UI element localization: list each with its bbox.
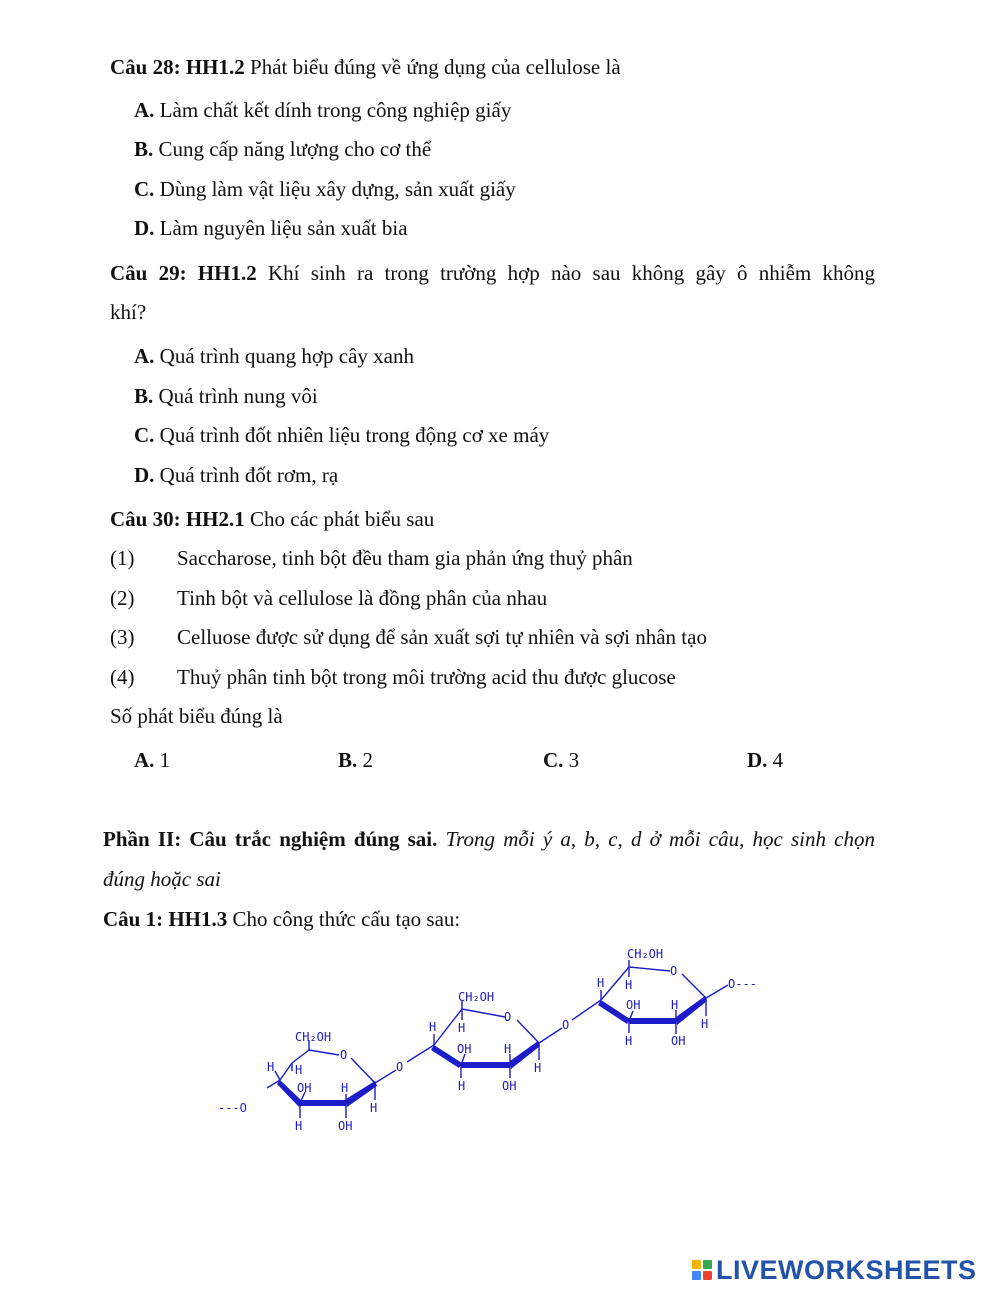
part2-instruction-line2: đúng hoặc sai [103,867,221,891]
q30-text: Cho các phát biểu sau [250,507,435,531]
oh-label: OH [297,1081,312,1095]
h-label: H [504,1042,512,1056]
h-label: H [370,1101,378,1115]
part2-heading [103,826,875,852]
oh-label: OH [626,998,641,1012]
q28-option-a[interactable]: A. Làm chất kết dính trong công nghiệp giấy [134,98,512,122]
oh-label: OH [338,1119,353,1133]
chain-right-end: O--- [728,977,757,991]
q30-statement-4: (4) Thuỷ phân tinh bột trong môi trường acid thu được glucose [110,665,676,689]
ring-o-label: O [504,1010,512,1024]
q28-label: Câu 28: HH1.2 [110,55,245,79]
oh-label: OH [671,1034,686,1048]
h-label: H [534,1061,542,1075]
ch2oh-label: CH₂OH [295,1030,332,1044]
q28-option-d[interactable]: D. Làm nguyên liệu sản xuất bia [134,216,408,240]
h-label: H [267,1060,275,1074]
logo-mark-icon [692,1260,712,1280]
oh-label: OH [502,1079,517,1093]
h-label: H [295,1063,303,1077]
q1-text: Cho công thức cấu tạo sau: [232,907,461,931]
ch2oh-label: CH₂OH [458,990,495,1004]
q29-option-a[interactable]: A. Quá trình quang hợp cây xanh [134,344,414,368]
h-label: H [458,1021,466,1035]
q30-option-d[interactable]: D. 4 [747,748,784,772]
ring-o-label: O [340,1048,348,1062]
h-label: H [341,1081,349,1095]
q30-statement-1: (1) Saccharose, tinh bột đều tham gia phản ứng thuỷ phân [110,546,633,570]
q29-option-c[interactable]: C. Quá trình đốt nhiên liệu trong động cơ xe máy [134,423,550,447]
h-label: H [429,1020,437,1034]
q29-option-d[interactable]: D. Quá trình đốt rơm, rạ [134,463,339,487]
h-label: H [701,1017,709,1031]
h-label: H [295,1119,303,1133]
h-label: H [625,978,633,992]
q1-stem [103,906,460,932]
q30-option-b[interactable]: B. 2 [338,748,374,772]
bridge-o-label: O [562,1018,570,1032]
q30-stem [110,506,434,532]
part2-instruction-line1: Trong mỗi ý a, b, c, d ở mỗi câu, học sinh chọn [445,827,876,851]
h-label: H [597,976,605,990]
q28-option-c[interactable]: C. Dùng làm vật liệu xây dựng, sản xuất giấy [134,177,516,201]
oh-label: OH [457,1042,472,1056]
q30-label: Câu 30: HH2.1 [110,507,245,531]
ch2oh-label: CH₂OH [627,947,664,961]
q29-option-b[interactable]: B. Quá trình nung vôi [134,384,318,408]
ring-o-label: O [670,964,678,978]
q30-option-c[interactable]: C. 3 [543,748,580,772]
q30-option-a[interactable]: A. 1 [134,748,171,772]
liveworksheets-logo [692,1254,977,1286]
cellulose-structure-diagram [210,940,780,1140]
q28-stem [110,54,621,80]
q29-stem [110,260,875,286]
chain-left-end: ---O [218,1101,247,1115]
q1-label: Câu 1: HH1.3 [103,907,228,931]
q29-label: Câu 29: HH1.2 [110,261,257,285]
bridge-o-label: O [396,1060,404,1074]
h-label: H [671,998,679,1012]
q30-statement-3: (3) Celluose được sử dụng để sản xuất sợi tự nhiên và sợi nhân tạo [110,625,707,649]
q29-text-line1: Khí sinh ra trong trường hợp nào sau không gây ô nhiễm không [267,261,876,285]
q28-text: Phát biểu đúng về ứng dụng của cellulose là [250,55,621,79]
q28-option-b[interactable]: B. Cung cấp năng lượng cho cơ thể [134,137,432,161]
part2-title: Phần II: Câu trắc nghiệm đúng sai. [103,827,438,851]
q29-text-line2: khí? [110,300,147,324]
q30-statement-2: (2) Tinh bột và cellulose là đồng phân của nhau [110,586,548,610]
h-label: H [458,1079,466,1093]
h-label: H [625,1034,633,1048]
q30-prompt: Số phát biểu đúng là [110,704,283,728]
logo-text: LIVEWORKSHEETS [716,1254,977,1285]
